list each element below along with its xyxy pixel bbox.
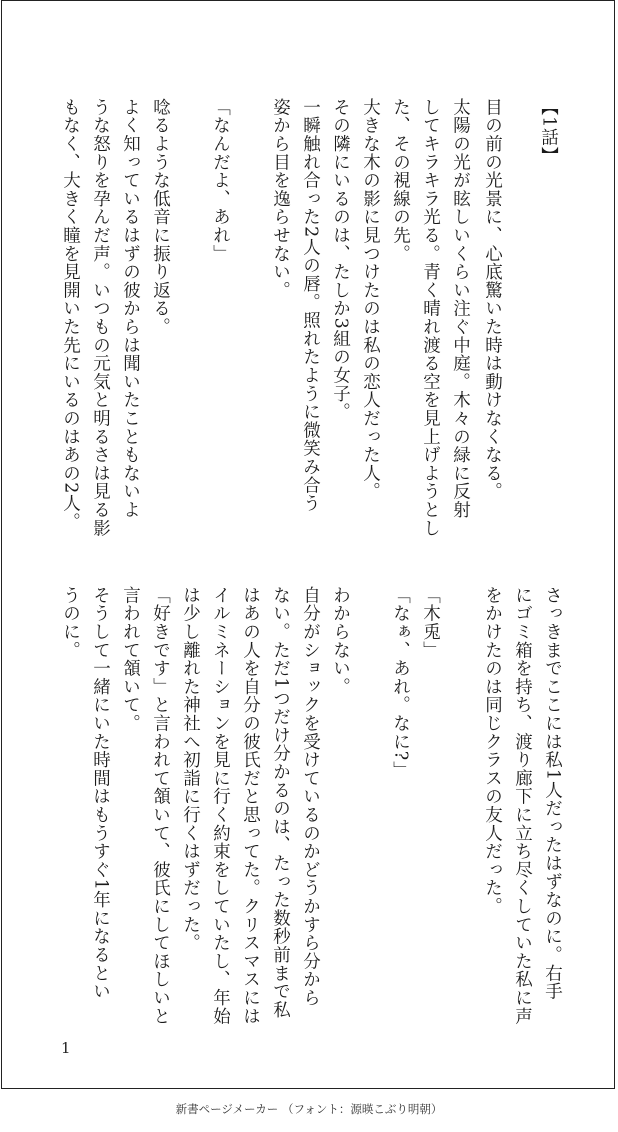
text-line: 一瞬触れ合った2人の唇。照れたように微笑み合う [300, 98, 321, 513]
text-line: よく知っているはずの彼からは聞いたこともないよ [120, 98, 141, 519]
page-number: 1 [61, 1039, 71, 1057]
text-line: 大きな木の影に見つけたのは私の恋人だった人。 [360, 98, 381, 501]
text-line: わからない。 [330, 586, 351, 696]
text-line: 自分がショックを受けているのかどうかすら分から [300, 586, 321, 1007]
text-line: 「なぁ、あれ。なに?」 [390, 586, 411, 780]
text-line: をかけたのは同じクラスの友人だった。 [482, 586, 503, 916]
text-line: はあの人を自分の彼氏だと思ってた。クリスマスには [240, 586, 261, 1026]
text-line: もなく、大きく瞳を見開いた先にいるのはあの2人。 [60, 98, 81, 531]
text-line: イルミネーションを見に行く約束をしていたし、年始 [210, 586, 231, 1026]
text-line: 「好きです」と言われて頷いて、彼氏にしてほしいと [150, 586, 171, 1026]
text-line: は少し離れた神社へ初詣に行くはずだった。 [180, 586, 201, 952]
text-line: ない。ただ1つだけ分かるのは、たった数秒前まで私 [270, 586, 291, 1019]
text-line: うな怒りを孕んだ声。いつもの元気と明るさは見る影 [90, 98, 111, 538]
chapter-heading: 【1話】 [538, 98, 559, 165]
text-line: 目の前の光景に、心底驚いた時は動けなくなる。 [482, 98, 503, 501]
text-line: た、その視線の先。 [390, 98, 411, 263]
text-line: 唸るような低音に振り返る。 [150, 98, 171, 336]
text-line: 「なんだよ、あれ」 [210, 98, 231, 263]
text-line: にゴミ箱を持ち、渡り廊下に立ち尽くしていた私に声 [512, 586, 533, 1026]
text-line: そうして一緒にいた時間はもうすぐ1年になるとい [90, 586, 111, 1001]
text-line: その隣にいるのは、たしか3組の女子。 [330, 98, 351, 422]
book-page [1, 0, 615, 1089]
footer-credit: 新書ページメーカー （フォント：源暎こぶり明朝） [175, 1102, 443, 1116]
text-line: 「木兎」 [420, 586, 441, 660]
text-line: うのに。 [60, 586, 81, 660]
text-line: 姿から目を逸らせない。 [270, 98, 291, 300]
text-line: 言われて頷いて。 [120, 586, 141, 733]
text-line: さっきまでここには私1人だったはずなのに。右手 [542, 586, 563, 1001]
text-line: してキラキラ光る。青く晴れ渡る空を見上げようとし [420, 98, 441, 538]
text-line: 太陽の光が眩しいくらい注ぐ中庭。木々の緑に反射 [450, 98, 471, 519]
